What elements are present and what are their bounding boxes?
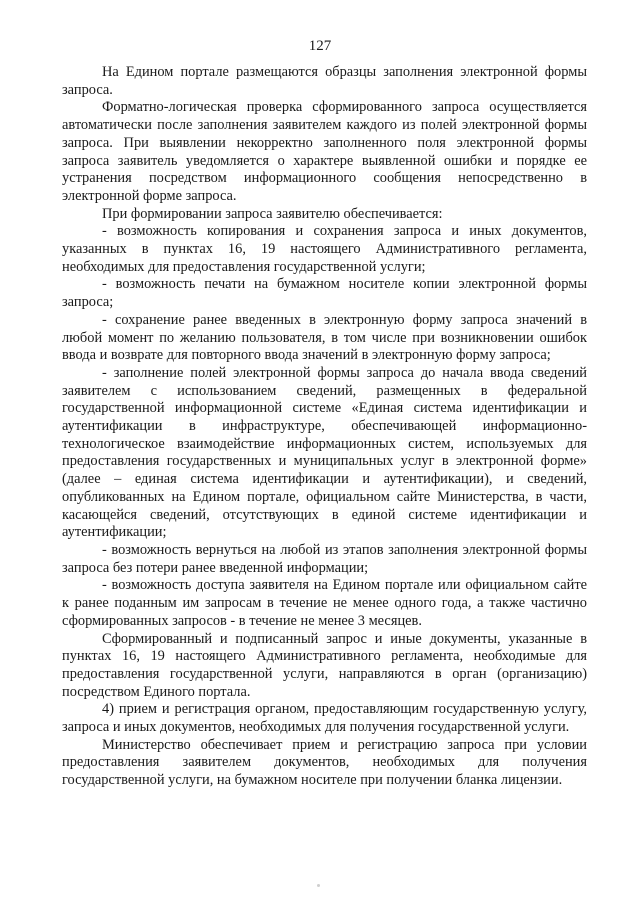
- list-item: - возможность вернуться на любой из этапов заполнения электронной формы запроса без потери ранее введенной информации;: [62, 541, 587, 576]
- paragraph: На Едином портале размещаются образцы заполнения электронной формы запроса.: [62, 64, 587, 98]
- paragraph: При формировании запроса заявителю обеспечивается:: [102, 205, 443, 222]
- list-item: - возможность доступа заявителя на Едином портале или официальном сайте к ранее поданным им запросам в течение не менее одного года, а также частично сформированных запросов - в течение не менее 3 месяцев.: [62, 577, 587, 629]
- list-item: - возможность печати на бумажном носителе копии электронной формы запроса;: [62, 276, 587, 311]
- paragraph: Сформированный и подписанный запрос и иные документы, указанные в пунктах 16, 19 настоящего Административного регламента, необходимые для предоставления государственной услуги, направляются в орган (организацию) посредством Единого портала.: [62, 630, 587, 700]
- paragraph: 4) прием и регистрация органом, предоставляющим государственную услугу, запроса и иных документов, необходимых для получения государственной услуги.: [62, 701, 587, 736]
- document-body: [62, 64, 587, 790]
- list-item: - возможность копирования и сохранения запроса и иных документов, указанных в пунктах 16, 19 настоящего Административного регламента, необходимых для предоставления государственной услуги;: [62, 223, 587, 275]
- scan-dot: [317, 884, 320, 887]
- paragraph: Министерство обеспечивает прием и регистрацию запроса при условии предоставления заявителем документов, необходимых для получения государственной услуги, на бумажном носителе при получении бланка лицензии.: [62, 736, 587, 789]
- page-number: 127: [308, 38, 332, 54]
- paragraph: Форматно-логическая проверка сформированного запроса осуществляется автоматически после заполнения заявителем каждого из полей электронной формы запроса. При выявлении некорректно заполненного поля электронной формы запроса заявитель уведомляется о характере выявленной ошибки и порядке ее устранения посредством информационного сообщения непосредственно в электронной форме запроса.: [62, 99, 587, 204]
- list-item: - заполнение полей электронной формы запроса до начала ввода сведений заявителем с использованием сведений, размещенных в федеральной государственной информационной системе «Единая система идентификации и аутентификации в инфраструктуре, обеспечивающей информационно-технологическое взаимодействие информационных систем, используемых для предоставления государственных и муниципальных услуг в электронной форме» (далее – единая система идентификации и аутентификации), и сведений, опубликованных на Едином портале, официальном сайте Министерства, в части, касающейся сведений, отсутствующих в единой системе идентификации и аутентификации;: [62, 364, 587, 541]
- list-item: - сохранение ранее введенных в электронную форму запроса значений в любой момент по желанию пользователя, в том числе при возникновении ошибок ввода и возврате для повторного ввода значений в электронную форму запроса;: [62, 311, 587, 364]
